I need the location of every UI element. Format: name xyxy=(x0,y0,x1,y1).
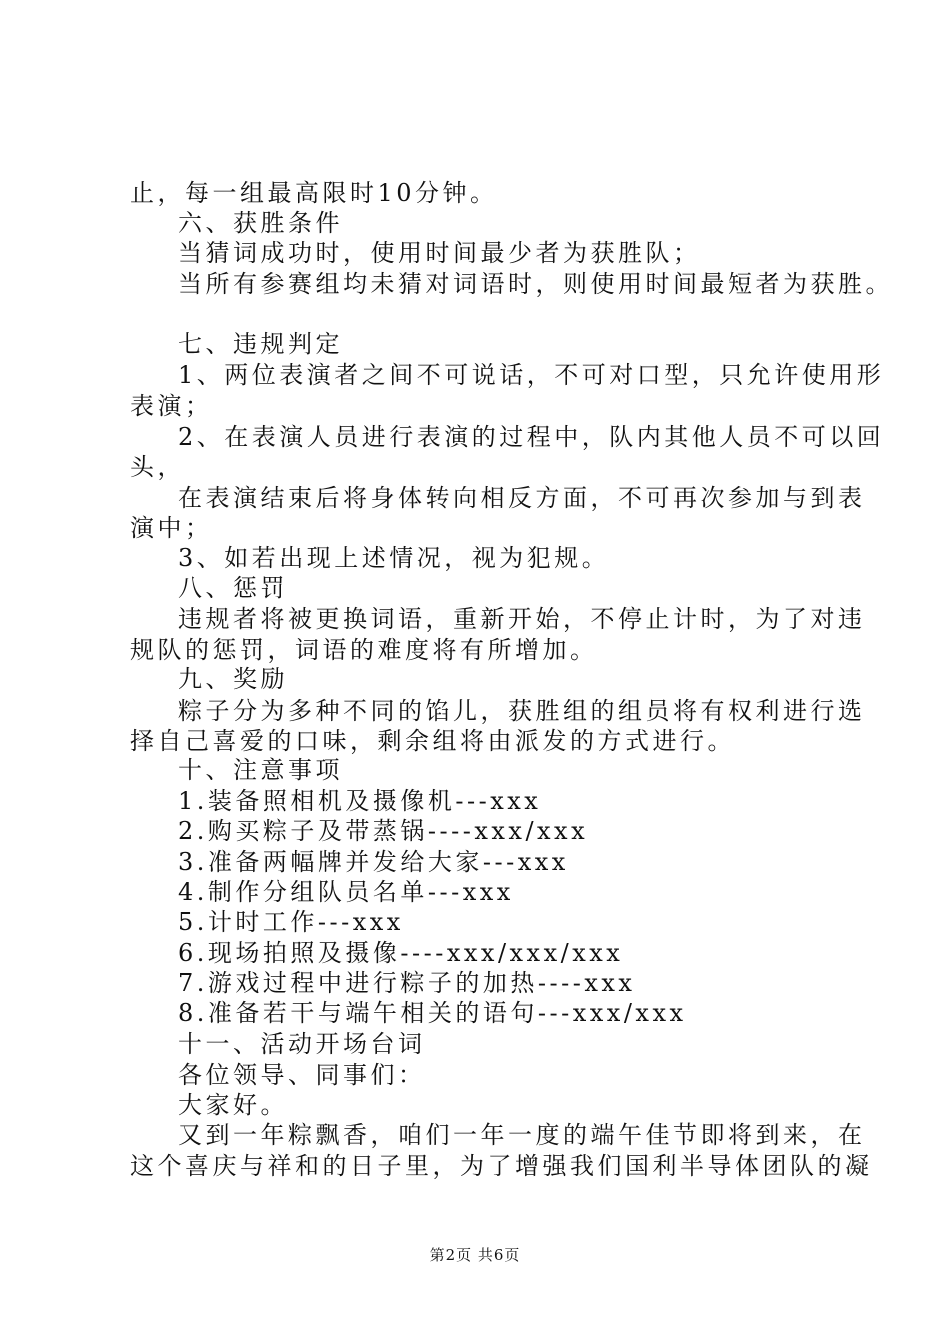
text-line: 3、如若出现上述情况，视为犯规。 xyxy=(178,544,610,572)
text-line: 2、在表演人员进行表演的过程中，队内其他人员不可以回 xyxy=(178,423,885,451)
section-heading: 八、惩罚 xyxy=(178,574,288,602)
text-line: 违规者将被更换词语，重新开始，不停止计时，为了对违 xyxy=(178,605,866,633)
text-line: 在表演结束后将身体转向相反方面，不可再次参加与到表 xyxy=(178,484,866,512)
text-line: 1、两位表演者之间不可说话，不可对口型，只允许使用形 xyxy=(178,361,885,389)
list-item: 7.游戏过程中进行粽子的加热----xxx xyxy=(178,969,636,997)
text-line: 这个喜庆与祥和的日子里，为了增强我们国利半导体团队的凝 xyxy=(130,1152,873,1180)
page-footer: 第2页 共6页 xyxy=(429,1246,521,1264)
text-line: 当猜词成功时，使用时间最少者为获胜队； xyxy=(178,239,701,267)
section-heading: 六、获胜条件 xyxy=(178,209,343,237)
section-heading: 十、注意事项 xyxy=(178,756,343,784)
text-line: 各位领导、同事们： xyxy=(178,1061,426,1089)
text-line: 择自己喜爱的口味，剩余组将由派发的方式进行。 xyxy=(130,727,735,755)
list-item: 6.现场拍照及摄像----xxx/xxx/xxx xyxy=(178,939,624,967)
text-line: 止，每一组最高限时10分钟。 xyxy=(130,179,498,207)
text-line: 又到一年粽飘香，咱们一年一度的端午佳节即将到来，在 xyxy=(178,1121,866,1149)
text-line: 规队的惩罚，词语的难度将有所增加。 xyxy=(130,636,598,664)
text-line: 粽子分为多种不同的馅儿，获胜组的组员将有权利进行选 xyxy=(178,697,866,725)
text-line: 当所有参赛组均未猜对词语时，则使用时间最短者为获胜。 xyxy=(178,270,893,298)
list-item: 8.准备若干与端午相关的语句---xxx/xxx xyxy=(178,999,687,1027)
text-line: 演中； xyxy=(130,514,213,542)
list-item: 1.装备照相机及摄像机---xxx xyxy=(178,787,542,815)
text-line: 表演； xyxy=(130,392,213,420)
list-item: 3.准备两幅牌并发给大家---xxx xyxy=(178,848,569,876)
text-line: 大家好。 xyxy=(178,1091,288,1119)
text-line: 头， xyxy=(130,453,185,481)
list-item: 4.制作分组队员名单---xxx xyxy=(178,878,514,906)
section-heading: 十一、活动开场台词 xyxy=(178,1030,426,1058)
section-heading: 九、奖励 xyxy=(178,665,288,693)
list-item: 5.计时工作---xxx xyxy=(178,908,404,936)
section-heading: 七、违规判定 xyxy=(178,330,343,358)
list-item: 2.购买粽子及带蒸锅----xxx/xxx xyxy=(178,817,589,845)
